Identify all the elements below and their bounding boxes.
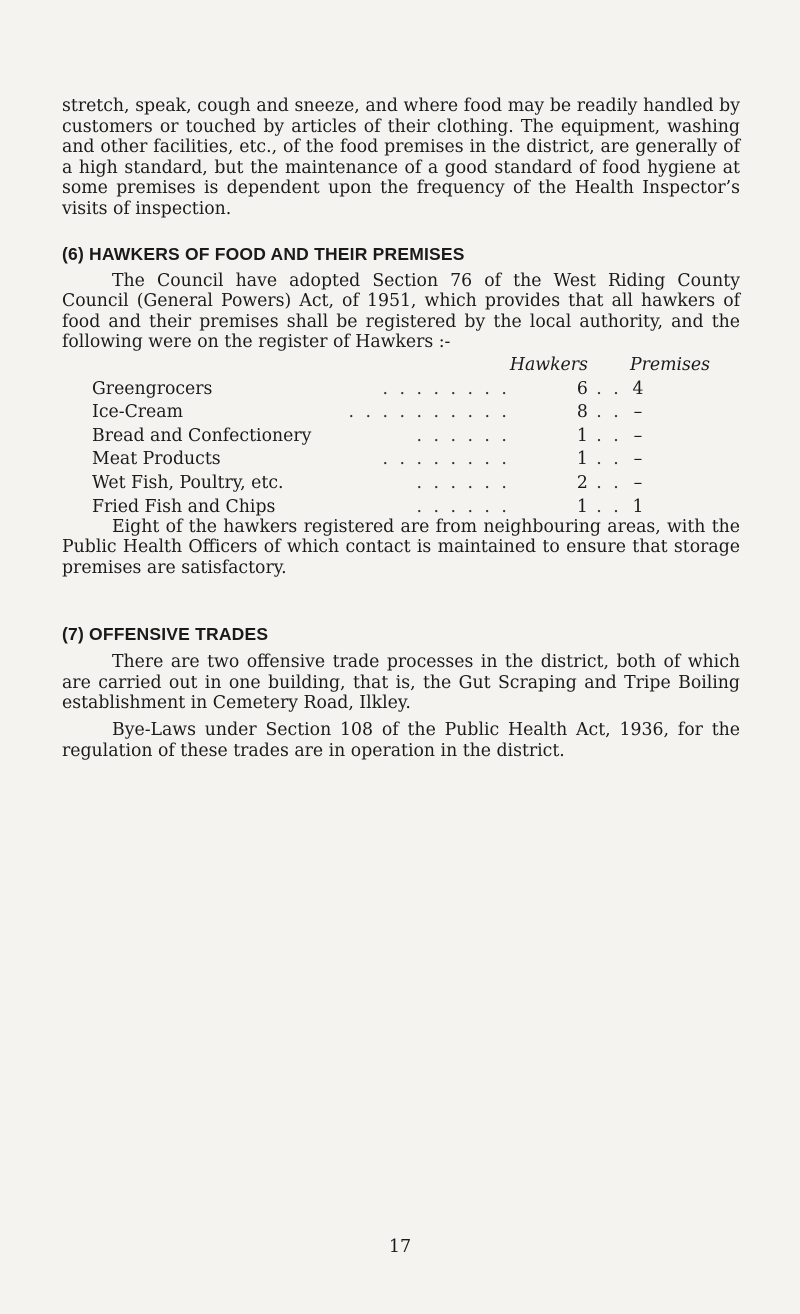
row-leader-dots: . . . . . . — [416, 472, 510, 493]
row-hawkers-count: 1 — [576, 449, 588, 470]
row-category: Fried Fish and Chips — [92, 496, 276, 517]
table-row — [92, 422, 710, 446]
row-mid-dots: . . — [596, 449, 622, 470]
section-7-paragraph-1: There are two offensive trade processes in the district, both of which are carried out in one building, that is, the Gut Scraping and Tripe Boiling establishment in Cemetery Road, Ilkley. — [62, 652, 740, 714]
row-premises-count: – — [633, 425, 643, 446]
row-hawkers-count: 2 — [576, 472, 588, 493]
row-category: Ice-Cream — [92, 402, 183, 423]
row-premises-count: – — [633, 449, 643, 470]
row-hawkers-count: 1 — [576, 496, 588, 517]
page-number: 17 — [388, 1237, 412, 1257]
table-row — [92, 446, 710, 470]
intro-paragraph: stretch, speak, cough and sneeze, and where food may be readily handled by customers or touched by articles of their clothing. The equipment, washing and other facilities, etc., of the food premises in the district, are generally of a high standard, but the maintenance of a good standard of food hygiene at some premises is dependent upon the frequency of the Health Inspector’s visits of inspection. — [62, 96, 740, 219]
section-6-heading: (6) HAWKERS OF FOOD AND THEIR PREMISES — [62, 243, 465, 264]
row-leader-dots: . . . . . . . . . . — [348, 402, 510, 423]
row-premises-count: – — [633, 472, 643, 493]
row-premises-count: 1 — [632, 496, 644, 517]
table-row — [92, 493, 710, 517]
row-premises-count: – — [633, 402, 643, 423]
table-row — [92, 399, 710, 423]
row-mid-dots: . . — [596, 378, 622, 399]
row-leader-dots: . . . . . . . . — [382, 449, 510, 470]
row-mid-dots: . . — [596, 496, 622, 517]
hawkers-table — [92, 353, 710, 517]
section-7-paragraph-2: Bye-Laws under Section 108 of the Public Health Act, 1936, for the regulation of these trades are in operation in the district. — [62, 720, 740, 761]
row-premises-count: 4 — [632, 378, 644, 399]
col-premises-header: Premises — [630, 354, 710, 375]
row-mid-dots: . . — [596, 425, 622, 446]
col-hawkers-header: Hawkers — [509, 354, 588, 375]
row-category: Bread and Confectionery — [92, 425, 312, 446]
section-7 — [62, 623, 740, 761]
row-hawkers-count: 1 — [576, 425, 588, 446]
section-6-after-paragraph: Eight of the hawkers registered are from neighbouring areas, with the Public Health Officers of which contact is maintained to ensure that storage premises are satisfactory. — [62, 516, 740, 578]
row-category: Meat Products — [92, 449, 221, 470]
row-leader-dots: . . . . . . . . — [382, 378, 510, 399]
table-row — [92, 375, 710, 399]
row-mid-dots: . . — [596, 472, 622, 493]
row-leader-dots: . . . . . . — [416, 496, 510, 517]
row-category: Greengrocers — [92, 378, 213, 399]
table-row — [92, 469, 710, 493]
row-leader-dots: . . . . . . — [416, 425, 510, 446]
document-page — [62, 96, 740, 761]
row-hawkers-count: 8 — [576, 402, 588, 423]
row-mid-dots: . . — [596, 402, 622, 423]
section-7-heading: (7) OFFENSIVE TRADES — [62, 624, 269, 645]
section-6 — [62, 243, 740, 579]
section-6-paragraph: The Council have adopted Section 76 of the West Riding County Council (General Powers) Act, of 1951, which provides that all hawkers of food and their premises shall be registered by the local authority, and the following were on the register of Hawkers :- — [62, 270, 740, 353]
row-hawkers-count: 6 — [576, 378, 588, 399]
row-category: Wet Fish, Poultry, etc. — [92, 472, 284, 493]
table-header-row — [92, 353, 710, 375]
